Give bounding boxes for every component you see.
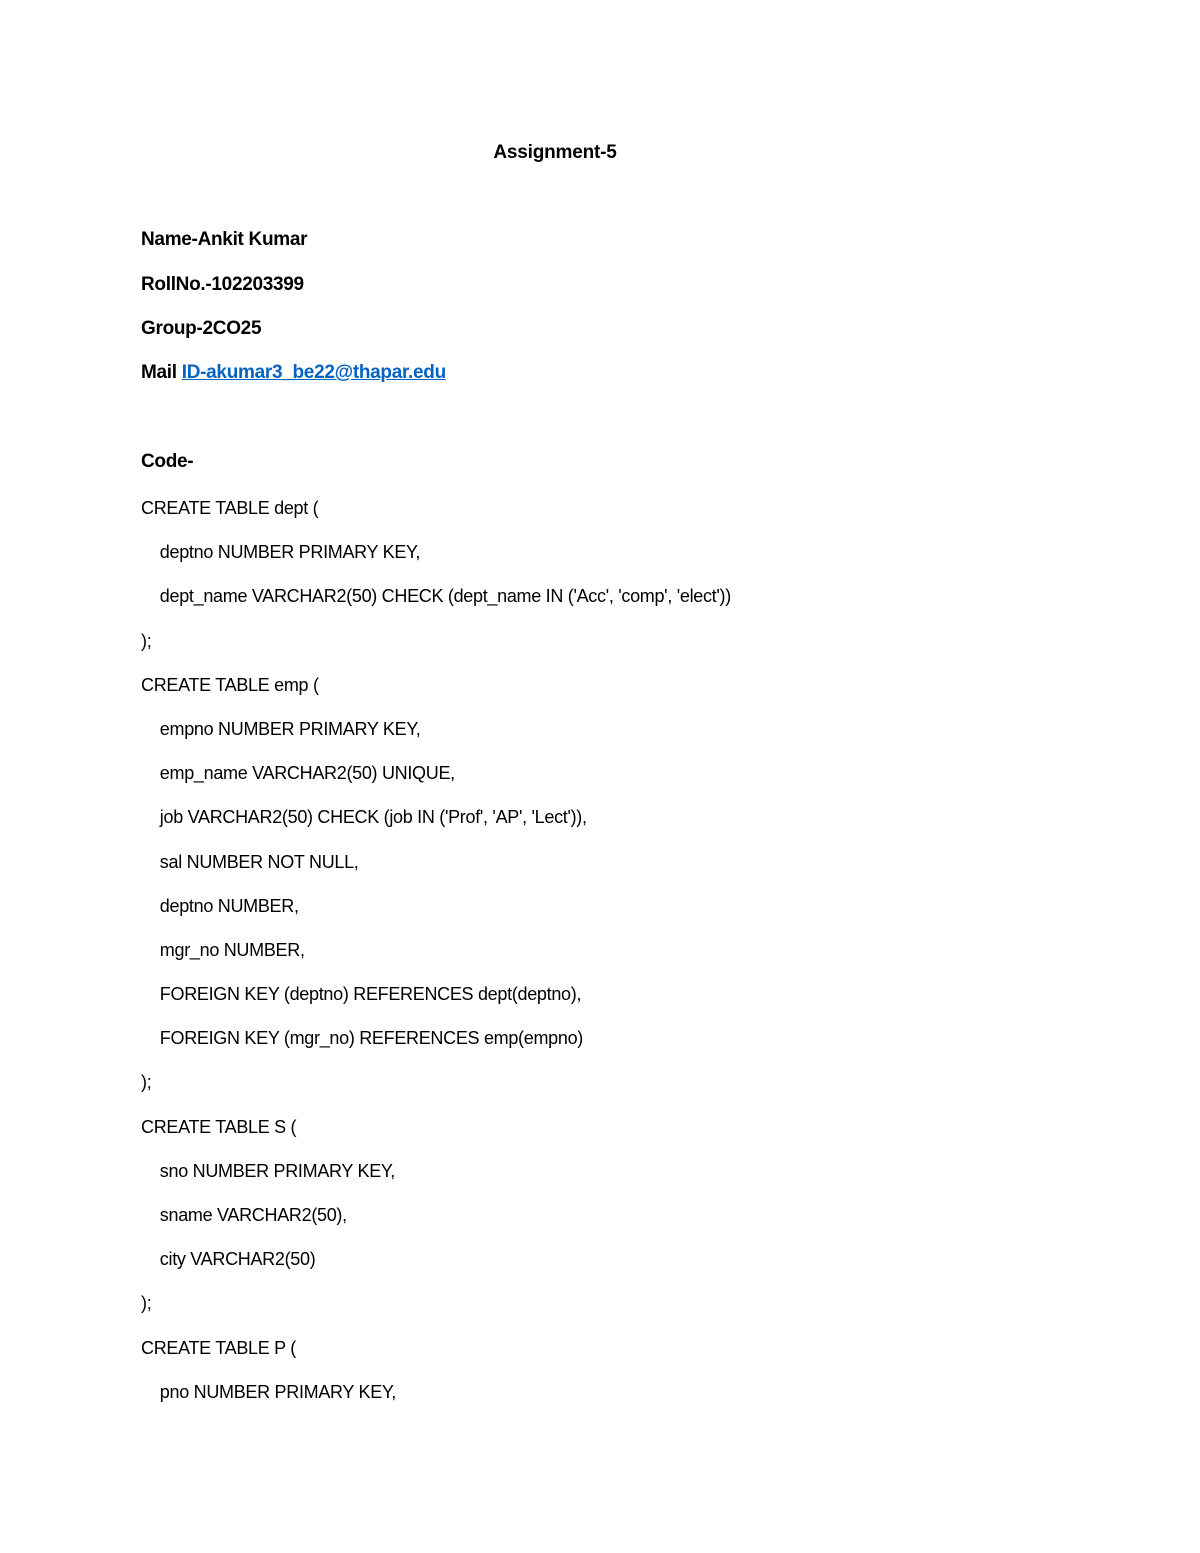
code-line: emp_name VARCHAR2(50) UNIQUE, bbox=[141, 763, 455, 784]
code-line: sal NUMBER NOT NULL, bbox=[141, 851, 359, 872]
code-line: CREATE TABLE S ( bbox=[141, 1116, 297, 1137]
code-heading: Code- bbox=[141, 451, 194, 472]
code-line: city VARCHAR2(50) bbox=[141, 1249, 316, 1270]
student-name: Name-Ankit Kumar bbox=[141, 229, 308, 250]
code-line: CREATE TABLE dept ( bbox=[141, 498, 319, 518]
mail-line bbox=[141, 362, 446, 384]
code-line: ); bbox=[141, 1293, 152, 1314]
code-line: deptno NUMBER, bbox=[141, 895, 299, 916]
code-line: FOREIGN KEY (mgr_no) REFERENCES emp(empno) bbox=[141, 1028, 583, 1049]
code-line: dept_name VARCHAR2(50) CHECK (dept_name IN ('Acc', 'comp', 'elect')) bbox=[141, 586, 731, 607]
document-title: Assignment-5 bbox=[493, 142, 617, 163]
code-line: sno NUMBER PRIMARY KEY, bbox=[141, 1160, 395, 1181]
code-line: ); bbox=[141, 1072, 152, 1093]
code-line: FOREIGN KEY (deptno) REFERENCES dept(deptno), bbox=[141, 984, 582, 1005]
code-line: empno NUMBER PRIMARY KEY, bbox=[141, 718, 421, 739]
code-line: CREATE TABLE emp ( bbox=[141, 674, 319, 695]
code-line: ); bbox=[141, 630, 152, 651]
roll-number: RollNo.-102203399 bbox=[141, 274, 304, 295]
code-line: deptno NUMBER PRIMARY KEY, bbox=[141, 542, 421, 563]
code-line: mgr_no NUMBER, bbox=[141, 939, 305, 960]
code-line: CREATE TABLE P ( bbox=[141, 1337, 296, 1358]
code-line: sname VARCHAR2(50), bbox=[141, 1205, 347, 1225]
email-link[interactable]: ID-akumar3_be22@thapar.edu bbox=[181, 362, 446, 383]
code-block bbox=[141, 496, 731, 1424]
code-line: job VARCHAR2(50) CHECK (job IN ('Prof', 'AP', 'Lect')), bbox=[141, 807, 587, 828]
code-line: pno NUMBER PRIMARY KEY, bbox=[141, 1381, 397, 1402]
mail-label: Mail bbox=[141, 362, 182, 383]
group: Group-2CO25 bbox=[141, 318, 262, 339]
